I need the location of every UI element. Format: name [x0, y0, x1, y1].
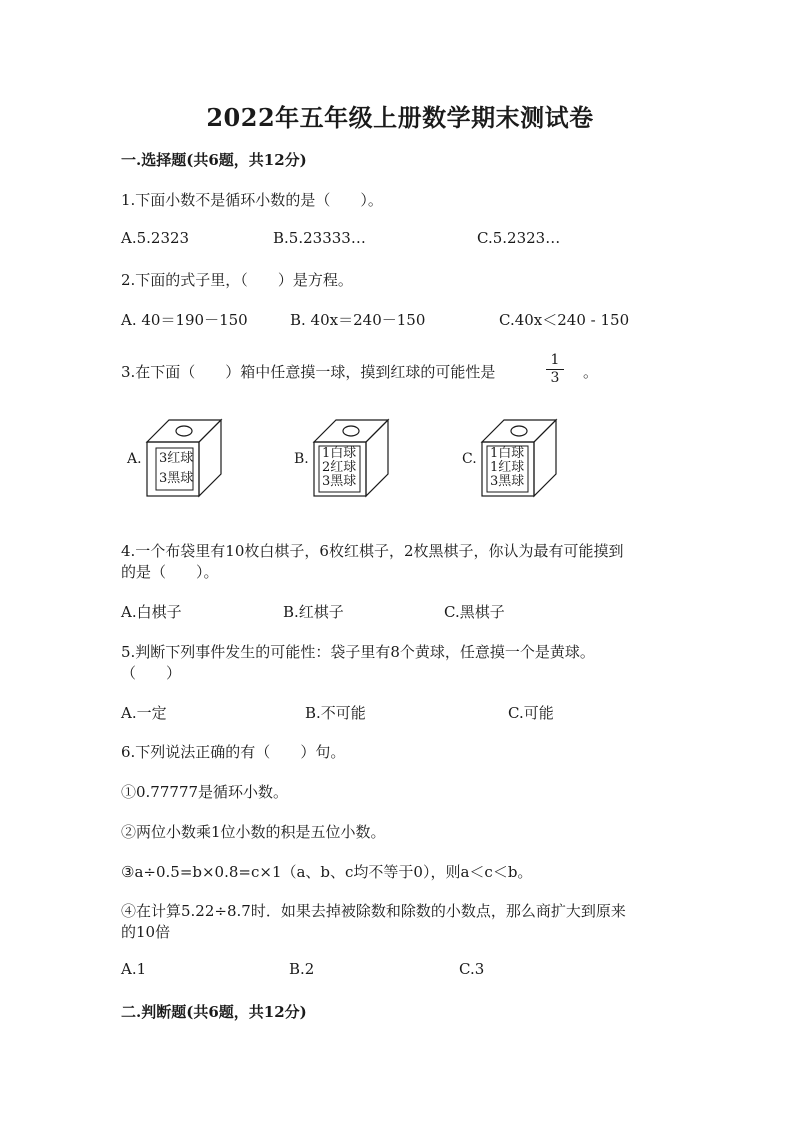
question-1-option-c: C.5.2323… [477, 229, 561, 247]
box-c-label: C. [462, 451, 477, 467]
question-6-statement-4-line-2: 的10倍 [121, 923, 171, 941]
question-3-end: 。 [583, 363, 599, 381]
box-b-label: B. [294, 451, 309, 467]
box-a-line-1: 3红球 [159, 451, 194, 466]
question-6-statement-1: ①0.77777是循环小数。 [121, 783, 289, 801]
fraction-denominator: 3 [550, 370, 560, 386]
question-5-option-b: B.不可能 [305, 704, 366, 722]
question-3-text: 3.在下面（ ）箱中任意摸一球，摸到红球的可能性是 [121, 363, 496, 381]
box-c-illustration [478, 414, 588, 514]
box-c-line-3: 3黑球 [490, 474, 525, 489]
question-4-text-line-1: 4.一个布袋里有10枚白棋子，6枚红棋子，2枚黑棋子，你认为最有可能摸到 [121, 542, 624, 560]
question-1-text: 1.下面小数不是循环小数的是（ ）。 [121, 191, 383, 209]
question-6-option-a: A.1 [121, 960, 147, 978]
question-6-statement-4-line-1: ④在计算5.22÷8.7时．如果去掉被除数和除数的小数点，那么商扩大到原来 [121, 902, 626, 920]
section-heading-choice: 一.选择题(共6题，共12分) [121, 151, 307, 169]
question-6-option-b: B.2 [289, 960, 315, 978]
question-6-option-c: C.3 [459, 960, 485, 978]
question-6-text: 6.下列说法正确的有（ ）句。 [121, 743, 346, 761]
box-b-line-3: 3黑球 [322, 474, 357, 489]
box-a-line-2: 3黑球 [159, 471, 194, 486]
question-2-option-b: B. 40x＝240－150 [290, 311, 426, 329]
fraction-one-third [546, 353, 564, 386]
box-a-illustration [143, 414, 253, 514]
section-heading-judgment: 二.判断题(共6题，共12分) [121, 1003, 307, 1021]
box-b-line-2: 2红球 [322, 460, 357, 475]
question-5-option-a: A.一定 [121, 704, 167, 722]
box-b-line-1: 1白球 [322, 446, 357, 461]
page-title: 2022年五年级上册数学期末测试卷 [206, 103, 594, 132]
question-2-text: 2.下面的式子里，（ ）是方程。 [121, 271, 353, 289]
box-a-label: A. [127, 451, 142, 467]
question-4-option-b: B.红棋子 [283, 603, 344, 621]
question-6-statement-2: ②两位小数乘1位小数的积是五位小数。 [121, 823, 386, 841]
question-5-text-line-2: （ ） [121, 664, 182, 682]
box-b-illustration [310, 414, 420, 514]
question-5-option-c: C.可能 [508, 704, 554, 722]
question-2-option-c: C.40x＜240 - 150 [499, 311, 630, 329]
fraction-numerator: 1 [550, 352, 560, 368]
question-1-option-a: A.5.2323 [121, 229, 190, 247]
question-4-option-c: C.黑棋子 [444, 603, 505, 621]
question-2-option-a: A. 40＝190－150 [121, 311, 248, 329]
question-6-statement-3: ③a÷0.5=b×0.8=c×1（a、b、c均不等于0），则a＜c＜b。 [121, 863, 533, 881]
box-c-line-2: 1红球 [490, 460, 525, 475]
box-c-line-1: 1白球 [490, 446, 525, 461]
question-4-option-a: A.白棋子 [121, 603, 182, 621]
question-4-text-line-2: 的是（ ）。 [121, 563, 219, 581]
question-1-option-b: B.5.23333… [273, 229, 366, 247]
question-5-text-line-1: 5.判断下列事件发生的可能性：袋子里有8个黄球，任意摸一个是黄球。 [121, 643, 595, 661]
